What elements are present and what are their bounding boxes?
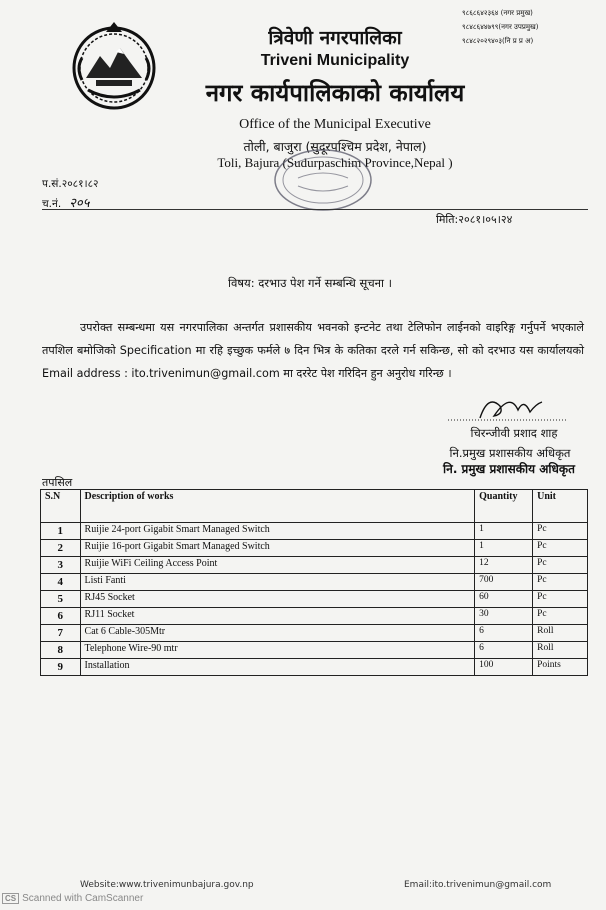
patra-label: प.सं. (42, 178, 62, 190)
table-row (41, 608, 588, 625)
cell-description: Telephone Wire-90 mtr (80, 642, 475, 659)
cell-sn: 2 (41, 540, 81, 557)
cell-description: Ruijie WiFi Ceiling Access Point (80, 557, 475, 574)
table-row (41, 540, 588, 557)
cell-sn: 4 (41, 574, 81, 591)
patra-sankhya (42, 177, 99, 191)
cell-unit: Pc (533, 523, 588, 540)
cell-sn: 8 (41, 642, 81, 659)
table-header-row (41, 490, 588, 523)
cell-description: RJ11 Socket (80, 608, 475, 625)
header-quantity: Quantity (475, 490, 533, 523)
signatory-name: चिरन्जीवी प्रशाद शाह (470, 426, 558, 440)
cell-unit: Roll (533, 625, 588, 642)
table-caption: तपसिल (42, 476, 73, 489)
nepal-emblem-logo (66, 18, 162, 114)
signatory-title: नि.प्रमुख प्रशासकीय अधिकृत (449, 446, 571, 460)
municipality-name-np: त्रिवेणी नगरपालिका (268, 27, 402, 49)
office-name-np: नगर कार्यपालिकाको कार्यालय (205, 79, 465, 107)
header-divider (42, 209, 588, 210)
cell-quantity: 1 (475, 523, 533, 540)
cell-sn: 3 (41, 557, 81, 574)
phone-line: ९८४८२०२९४०३(नि प्र प्र अ) (462, 37, 534, 45)
camscanner-watermark (2, 893, 143, 904)
cell-description: Ruijie 24-port Gigabit Smart Managed Switch (80, 523, 475, 540)
handwritten-signature (444, 388, 572, 428)
cell-quantity: 12 (475, 557, 533, 574)
table-row (41, 591, 588, 608)
footer-website: Website:www.trivenimunbajura.gov.np (80, 880, 254, 890)
table-row (41, 557, 588, 574)
phone-list (462, 6, 602, 48)
phone-line: ९८४८६४४७९९(नगर उपप्रमुख) (462, 23, 539, 31)
cell-unit: Pc (533, 591, 588, 608)
cell-description: Ruijie 16-port Gigabit Smart Managed Switch (80, 540, 475, 557)
cell-description: Installation (80, 659, 475, 676)
cell-description: Cat 6 Cable-305Mtr (80, 625, 475, 642)
municipality-name-en: Triveni Municipality (260, 52, 410, 69)
cell-sn: 7 (41, 625, 81, 642)
table-row (41, 574, 588, 591)
cell-unit: Roll (533, 642, 588, 659)
chalani-label: च.नं. (42, 198, 62, 210)
cell-quantity: 6 (475, 625, 533, 642)
table-row (41, 642, 588, 659)
cell-sn: 9 (41, 659, 81, 676)
notice-body-text: उपरोक्त सम्बन्धमा यस नगरपालिका अन्तर्गत प्रशासकीय भवनको इन्टनेट तथा टेलिफोन लाईनको वाइरिङ्ग गर्नुपर्ने भएकाले तपशिल बमोजिको Specification मा रहि इच्छुक फर्मले ७ दिन भित्र के कतिका दरले गर्न सकिन्छ, सो को दरभाउ यस कार्यालयको Email address : ito.trivenimun@gmail.com मा दररेट पेश गरिदिन हुन अनुरोध गरिन्छ । (42, 321, 584, 380)
cell-quantity: 100 (475, 659, 533, 676)
cell-description: Listi Fanti (80, 574, 475, 591)
address-en: Toli, Bajura (Sudurpaschim Province,Nepal ) (217, 155, 453, 170)
signatory-title-stamp: नि. प्रमुख प्रशासकीय अधिकृत (443, 462, 575, 476)
works-table (40, 489, 588, 676)
office-name-en: Office of the Municipal Executive (239, 117, 431, 132)
table-row (41, 523, 588, 540)
cell-unit: Pc (533, 540, 588, 557)
office-stamp (268, 140, 378, 220)
subject-line: विषय: दरभाउ पेश गर्ने सम्बन्धि सूचना । (228, 276, 392, 290)
header-description: Description of works (80, 490, 475, 523)
phone-line: ९८६८६४२३६४ (नगर प्रमुख) (462, 9, 533, 17)
camscanner-icon: CS (2, 893, 19, 904)
cell-quantity: 60 (475, 591, 533, 608)
header-unit: Unit (533, 490, 588, 523)
notice-body (42, 316, 584, 385)
cell-description: RJ45 Socket (80, 591, 475, 608)
cell-unit: Pc (533, 557, 588, 574)
cell-sn: 1 (41, 523, 81, 540)
cell-sn: 6 (41, 608, 81, 625)
cell-unit: Pc (533, 608, 588, 625)
cell-quantity: 30 (475, 608, 533, 625)
address-np: तोली, बाजुरा (सुदूरपश्चिम प्रदेश, नेपाल) (243, 139, 427, 154)
header-sn: S.N (41, 490, 81, 523)
letter-date: मिति:२०८१।०५।२४ (436, 213, 513, 226)
cell-sn: 5 (41, 591, 81, 608)
cell-quantity: 700 (475, 574, 533, 591)
cell-quantity: 6 (475, 642, 533, 659)
cell-unit: Points (533, 659, 588, 676)
camscanner-text: Scanned with CamScanner (22, 893, 144, 904)
footer-email: Email:ito.trivenimun@gmail.com (404, 880, 552, 890)
cell-unit: Pc (533, 574, 588, 591)
chalani-value: २०५ (69, 196, 90, 211)
cell-quantity: 1 (475, 540, 533, 557)
table-row (41, 659, 588, 676)
table-row (41, 625, 588, 642)
patra-value: २०८१।८२ (61, 178, 99, 190)
